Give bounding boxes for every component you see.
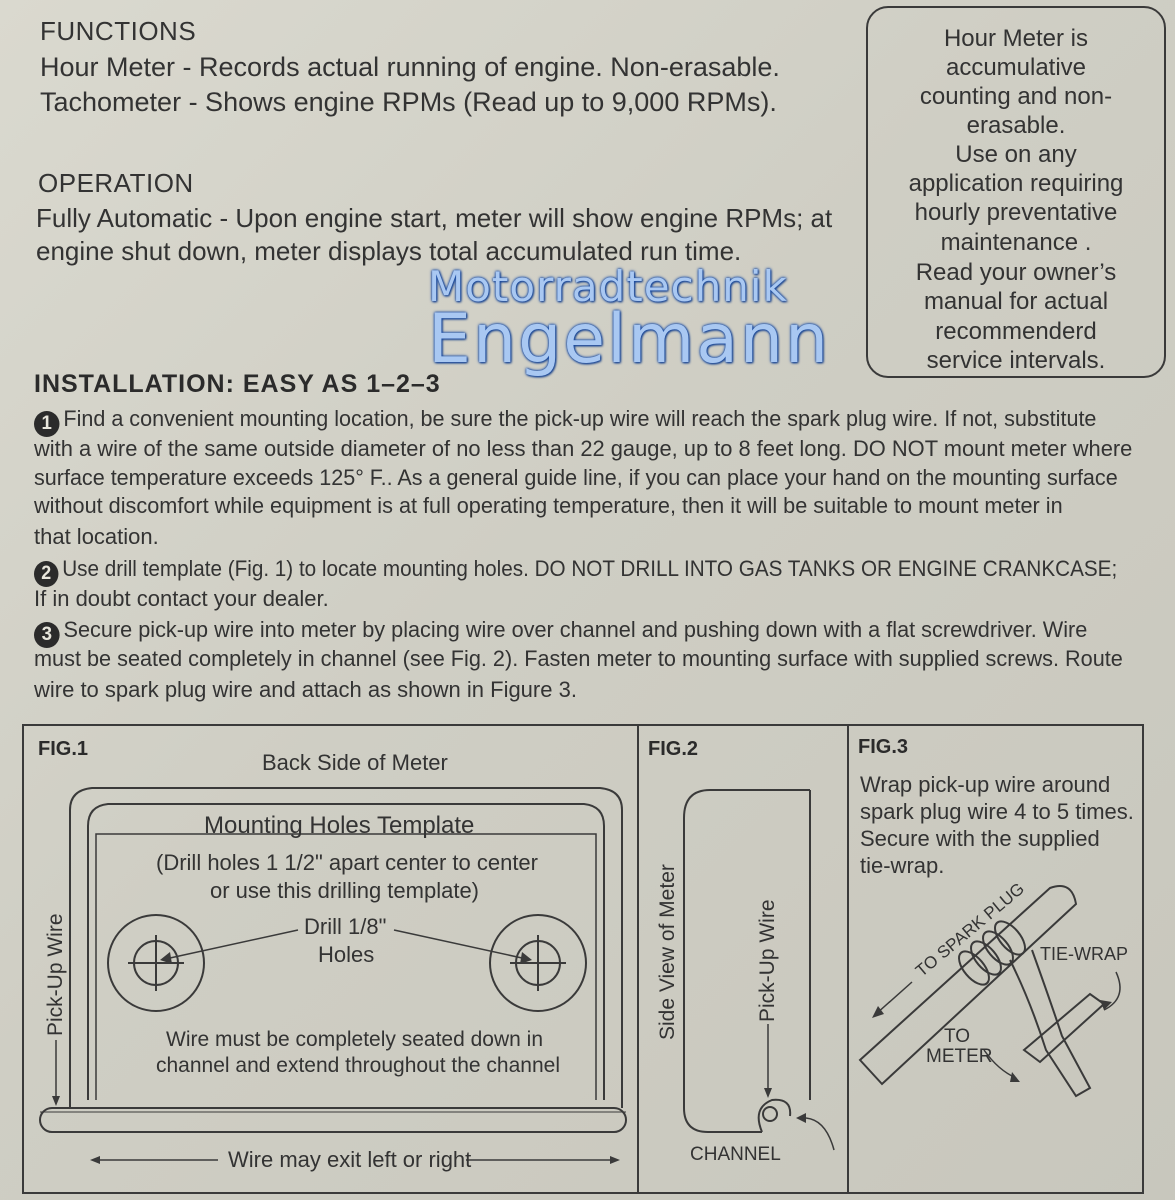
functions-tachometer: Tachometer - Shows engine RPMs (Read up to 9,000 RPMs). — [40, 87, 777, 117]
operation-line-2: engine shut down, meter displays total accumulated run time. — [36, 236, 742, 266]
step-3-text: Secure pick-up wire into meter by placing wire over channel and pushing down with a flat screwdriver. Wire — [63, 617, 1088, 642]
fig1-label: FIG.1 — [38, 738, 89, 760]
fig1-pickup-wire-label: Pick-Up Wire — [44, 913, 67, 1036]
callout-line: maintenance . — [940, 229, 1092, 256]
fig1-seated-line-1: Wire must be completely seated down in — [166, 1028, 544, 1051]
pickup-wire-shape-fig3 — [1010, 950, 1090, 1096]
callout-line: counting and non- — [919, 83, 1113, 110]
step-1-text: Find a convenient mounting location, be sure the pick-up wire will reach the spark plug wire. If not, substitute — [63, 406, 1097, 431]
step-1-text: with a wire of the same outside diameter of no less than 22 gauge, up to 8 feet long. DO NOT mount meter where — [34, 436, 1133, 461]
tie-wrap-shape — [1024, 994, 1104, 1062]
step-1-text: surface temperature exceeds 125° F.. As a general guide line, if you can place your hand on the mounting surface — [34, 465, 1118, 490]
fig1-seated-line-2: channel and extend throughout the channel — [156, 1054, 560, 1077]
fig2-pickup-wire-label: Pick-Up Wire — [756, 899, 779, 1022]
fig1-exit-label: Wire may exit left or right — [228, 1147, 472, 1172]
fig3-to-label: TO — [944, 1026, 971, 1047]
callout-line: hourly preventative — [914, 199, 1118, 226]
fig3-line: tie-wrap. — [860, 853, 945, 878]
callout-line: Read your owner’s — [915, 259, 1117, 286]
side-view-outline — [684, 790, 810, 1132]
fig1-holes-line-1: Drill 1/8" — [304, 914, 387, 939]
step-number-badge: 3 — [34, 622, 60, 648]
step-3-text: must be seated completely in channel (see Fig. 2). Fasten meter to mounting surface with supplied screws. Route — [34, 646, 1123, 671]
fig3-meter-label: METER — [926, 1046, 993, 1067]
callout-line: erasable. — [966, 112, 1066, 139]
fig1-drill-line-2: or use this drilling template) — [210, 878, 480, 903]
step-2-text: Use drill template (Fig. 1) to locate mounting holes. DO NOT DRILL INTO GAS TANKS OR ENGINE CRANKCASE; — [62, 556, 1118, 581]
step-1-text: that location. — [34, 524, 159, 549]
step-number-badge: 2 — [34, 561, 58, 587]
callout-line: Hour Meter is — [943, 25, 1089, 52]
callout-line: recommenderd — [935, 318, 1097, 345]
fig3-line: spark plug wire 4 to 5 times. — [860, 799, 1134, 824]
fig1-holes-line-2: Holes — [318, 942, 375, 967]
watermark-line-2: Engelmann — [428, 300, 831, 379]
fig3-line: Wrap pick-up wire around — [860, 772, 1111, 797]
installation-title: INSTALLATION: EASY AS 1–2–3 — [34, 370, 441, 398]
watermark-line-1: Motorradtechnik — [428, 262, 788, 311]
operation-heading: OPERATION — [38, 168, 194, 198]
fig2-label: FIG.2 — [648, 738, 699, 760]
fig2-side-view-label: Side View of Meter — [656, 864, 679, 1040]
step-2-text: If in doubt contact your dealer. — [34, 586, 329, 611]
callout-line: service intervals. — [926, 347, 1106, 374]
functions-hour-meter: Hour Meter - Records actual running of engine. Non-erasable. — [40, 52, 780, 82]
callout-line: Use on any — [955, 141, 1077, 168]
fig2-channel-label: CHANNEL — [690, 1144, 781, 1165]
functions-heading: FUNCTIONS — [40, 16, 197, 46]
fig1-back-side: Back Side of Meter — [262, 750, 448, 775]
fig3-line: Secure with the supplied — [860, 826, 1100, 851]
fig3-label: FIG.3 — [858, 736, 909, 758]
callout-line: accumulative — [945, 54, 1087, 81]
fig1-template-title: Mounting Holes Template — [204, 812, 475, 839]
operation-line-1: Fully Automatic - Upon engine start, meter will show engine RPMs; at — [36, 203, 833, 233]
fig3-tie-wrap-label: TIE-WRAP — [1040, 944, 1128, 964]
callout-line: application requiring — [908, 170, 1124, 197]
fig1-drill-line-1: (Drill holes 1 1/2" apart center to center — [156, 850, 538, 875]
callout-line: manual for actual — [923, 288, 1109, 315]
step-number-badge: 1 — [34, 411, 59, 437]
step-3-text: wire to spark plug wire and attach as shown in Figure 3. — [34, 677, 577, 702]
fig3-to-spark-plug: TO SPARK PLUG — [912, 878, 1028, 981]
step-1-text: without discomfort while equipment is at full operating temperature, then it will be suitable to mount meter in — [34, 493, 1063, 518]
